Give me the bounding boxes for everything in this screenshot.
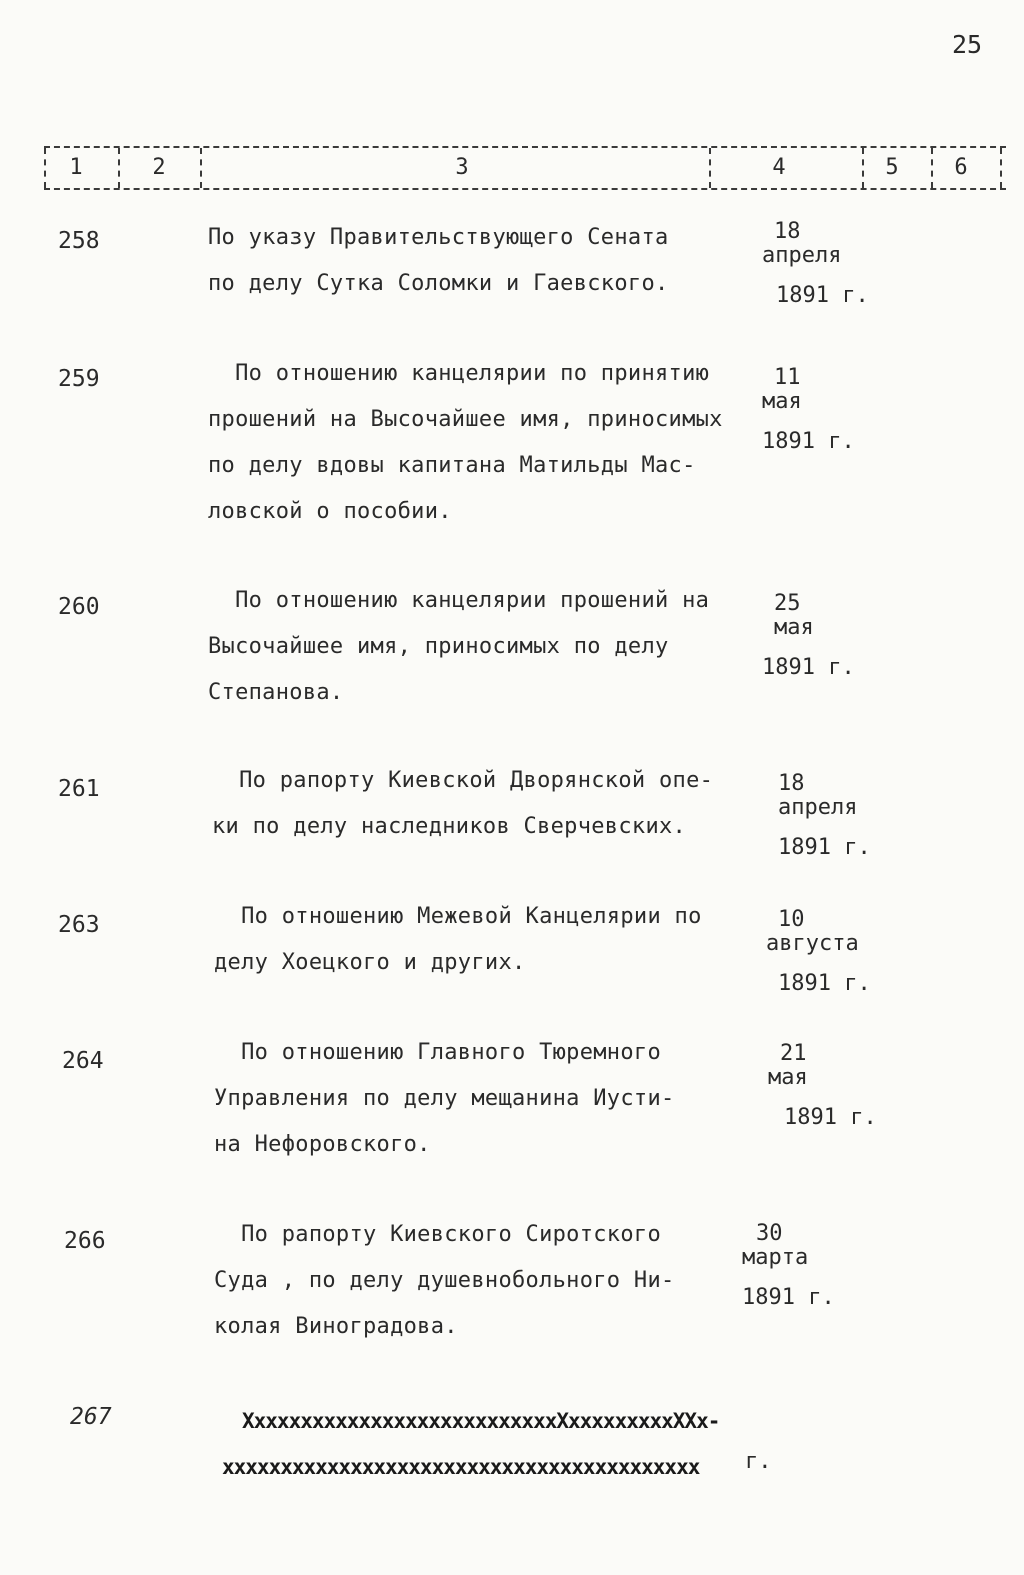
header-col-5: 5 xyxy=(885,155,899,180)
entry-day: 11 xyxy=(774,365,801,390)
entry-month: апреля xyxy=(778,795,858,820)
entry-line: ловской о пособии. xyxy=(208,499,452,524)
entry-year: 1891 г. xyxy=(776,283,869,308)
entry-line: По отношению канцелярии по принятию xyxy=(208,361,710,386)
entry-date xyxy=(762,220,869,308)
header-col-6: 6 xyxy=(954,155,968,180)
table-header xyxy=(44,140,1006,202)
header-col-2: 2 xyxy=(152,155,166,180)
entry-line: колая Виноградова. xyxy=(214,1314,458,1339)
entry-line: по делу вдовы капитана Матильды Мас- xyxy=(208,453,696,478)
struck-line: xxxxxxxxxxxxxxxxxxxxxxxxxxxxxxxxxxxxxxxxx xyxy=(222,1455,700,1479)
struck-line: XxxxxxxxxxxxxxxxxxxxxxxxxxxXxxxxxxxxxXXx- xyxy=(242,1409,720,1433)
entry-number: 258 xyxy=(58,228,100,254)
entry-description xyxy=(212,758,713,850)
entry-day: 25 xyxy=(774,591,801,616)
entry-month: апреля xyxy=(762,243,842,268)
header-separator xyxy=(200,148,202,188)
entry-line: По указу Правительствующего Сената xyxy=(208,225,669,250)
entry-number: 261 xyxy=(58,776,100,802)
entry-description xyxy=(214,894,702,986)
entry-month: марта xyxy=(742,1245,809,1270)
entry-day: 18 xyxy=(778,771,805,796)
entry-month: мая xyxy=(774,615,814,640)
header-separator xyxy=(709,148,711,188)
page-number: 25 xyxy=(952,30,983,59)
entry-line: ки по делу наследников Сверчевских. xyxy=(212,814,687,839)
entry-line: на Нефоровского. xyxy=(214,1132,431,1157)
entry-line: Управления по делу мещанина Иусти- xyxy=(214,1086,675,1111)
entry-year: 1891 г. xyxy=(778,971,871,996)
entry-number: 259 xyxy=(58,366,100,392)
entry-number: 260 xyxy=(58,594,100,620)
header-col-1: 1 xyxy=(69,155,83,180)
entry-line: По отношению канцелярии прошений на xyxy=(208,588,710,613)
entry-year: 1891 г. xyxy=(762,429,855,454)
entry-day: 30 xyxy=(756,1221,783,1246)
entry-day: 21 xyxy=(780,1041,807,1066)
entry-year: 1891 г. xyxy=(742,1285,835,1310)
entry-line: делу Хоецкого и других. xyxy=(214,950,526,975)
header-separator xyxy=(118,148,120,188)
header-separator xyxy=(44,148,46,188)
header-separator xyxy=(1000,148,1002,188)
header-bottom-rule xyxy=(44,188,1006,190)
entry-description xyxy=(214,1212,675,1350)
entry-line: По отношению Межевой Канцелярии по xyxy=(214,904,702,929)
entry-year: 1891 г. xyxy=(778,835,871,860)
struck-entry-year: г. xyxy=(745,1449,772,1474)
entry-line: По отношению Главного Тюремного xyxy=(214,1040,661,1065)
entry-line: Суда , по делу душевнобольного Ни- xyxy=(214,1268,675,1293)
entry-year: 1891 г. xyxy=(784,1105,877,1130)
entry-month: мая xyxy=(768,1065,808,1090)
entry-description xyxy=(208,578,709,716)
header-col-3: 3 xyxy=(455,155,469,180)
header-separator xyxy=(862,148,864,188)
entry-description xyxy=(208,215,669,307)
entry-line: Высочайшее имя, приносимых по делу xyxy=(208,634,669,659)
entry-month: мая xyxy=(762,389,802,414)
header-separator xyxy=(931,148,933,188)
entry-date xyxy=(766,908,871,996)
entry-date xyxy=(762,592,855,680)
entry-date xyxy=(778,772,871,860)
entry-date xyxy=(762,366,855,454)
entry-number: 266 xyxy=(64,1228,106,1254)
entry-line: По рапорту Киевского Сиротского xyxy=(214,1222,661,1247)
entry-line: По рапорту Киевской Дворянской опе- xyxy=(212,768,714,793)
entry-description xyxy=(208,351,723,535)
header-col-4: 4 xyxy=(772,155,786,180)
entry-line: Степанова. xyxy=(208,680,344,705)
entry-number: 263 xyxy=(58,912,100,938)
entry-number: 264 xyxy=(62,1048,104,1074)
struck-entry-description xyxy=(222,1398,719,1490)
entry-day: 10 xyxy=(778,907,805,932)
struck-entry-number: 267 xyxy=(70,1404,112,1430)
entry-year: 1891 г. xyxy=(762,655,855,680)
entry-line: прошений на Высочайшее имя, приносимых xyxy=(208,407,723,432)
entry-month: августа xyxy=(766,931,859,956)
entry-date xyxy=(742,1222,835,1310)
entry-line: по делу Сутка Соломки и Гаевского. xyxy=(208,271,669,296)
entry-date xyxy=(768,1042,877,1130)
entry-description xyxy=(214,1030,675,1168)
entry-day: 18 xyxy=(774,219,801,244)
